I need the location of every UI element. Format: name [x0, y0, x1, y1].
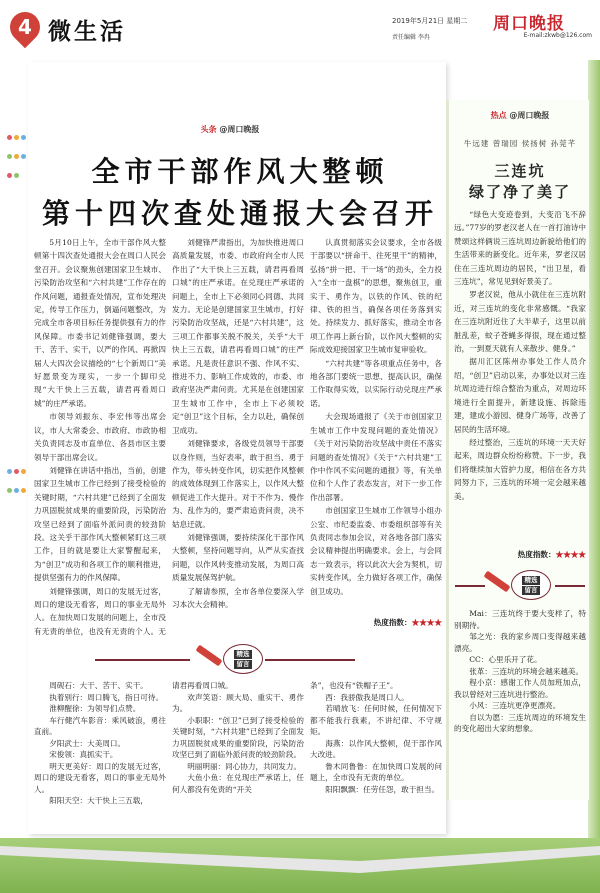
- comments-column-3: 条”，也没有“铁帽子王”。 西：我骄傲我是周口人。 若晴放飞：任何时候，任何情况下都不能我行我素，不讲纪律、不守规矩。 海燕：以作风大整顿，促干部作风大改进。 鲁木同鲁鲁：在加快周口发展的问题上，全市没有无责的单位。 阳阳飘飘：任劳任怨，敢于担当。: [310, 681, 442, 794]
- newspaper-logo: 周口晚报: [493, 14, 565, 34]
- article-kicker: 头条 @周口晚报: [200, 125, 260, 134]
- issue-date: 2019年5月21日 星期二: [392, 17, 468, 25]
- article-column-2: 刘健锋严肃指出，为加快推进周口高质量发展，市委、市政府向全市人民作出了“大干快上三五载，请君再看周口城”的庄严承诺。在兑现庄严承诺的问题上，全市上下必须同心同德、共同发力。无论是创建国家卫生城市，打好污染防治攻坚战，还是“六村共建”，这三项工作都事关脱不脱关，关乎“大干快上三五载，请君再看周口城”的庄严承诺。凡是责任意识不强、作风不实、推进不力、影响工作成效的，市委、市政府坚决严肃问责。尤其是在创建国家卫生城市工作中，全市上下必须咬定“创卫”这个目标，全力以赴，确保创卫成功。 刘健锋要求，各级党员领导干部要以身作则，当好表率，敢于担当、勇于作为，带头转变作风，切实把作风整顿的成效体现到工作落实上，以作风大整顿促进工作大提升。对于不作为、慢作为、乱作为的，要严肃追责问责，决不姑息迁就。 刘健锋强调，要持续深化干部作风大整顿，坚持问题导向，从严从实查找问题，以作风转变推动发展，为周口高质量发展保驾护航。 了解请参照，全市各单位要深入学习本次大会精神。: [172, 238, 304, 609]
- featured-comments-badge: [95, 644, 355, 674]
- comments-column-2: 请君再看周口城。 欢声笑语：顾大局、重实干、勇作为。 小职职：“创卫”已到了接受检验的关键时刻，“六村共建”已经到了全面发力巩固脱贫成果的重要阶段，污染防治攻坚已到了面临外派问责的较劲阶段。 明丽明丽：同心协力，共同发力。 大鱼小鱼：在兑现庄严承诺上，任何人都没有免责的“开关: [172, 681, 304, 794]
- heart-icon: 精选 留言: [223, 644, 263, 674]
- sidebar-kicker: 热点 @周口晚报: [490, 111, 550, 120]
- sidebar-comments: Mai：三连坑终于要大变样了，特别期待。 邹之光：我的家乡周口变得越来越漂亮。 CC：心里乐开了花。 张革：三连坑的环境会越来越美。 程小京：感谢工作人员加班加点，我以曾经对三连坑进行整治。 小风：三连坑更净更漂亮。 自以为愿：三连坑周边的环境发生的变化超出大家的想象。: [454, 609, 586, 733]
- sidebar-heat-index: 热度指数：★★★★: [517, 550, 586, 559]
- heart-icon: 精选 留言: [511, 570, 551, 600]
- pencil-icon: [196, 645, 223, 667]
- sidebar-title-line1: 三连坑: [494, 162, 546, 180]
- heat-index: 热度指数：★★★★: [373, 618, 442, 627]
- headline-line2: 第十四次查处通报大会召开: [41, 197, 438, 230]
- page-number-badge: 4: [4, 6, 46, 48]
- sidebar-body: “绿色大变迹卷到，大变沿飞不辞远。”77岁的罗老汉老人在一首打油诗中赞颂这样俩说三连坑周边新貌给他们的生活带来的新变化。近年来，罗老汉居住在三连坑周边的居民，“出卫星，看三连坑”，常见见到好景美了。 罗老汉说，他从小就住在三连坑附近，对三连坑的变化非常感慨。“我家在三连坑附近住了大半辈子，这里以前脏乱差，蚊子苍蝇多得很，现在通过整治，一到夏天就有人来散步、健身。” 据川汇区陈州办事处工作人员介绍，“创卫”启动以来，办事处以对三连坑周边进行综合整治为重点，对周边环境进行全面提升，新建设施、拆除违建，建成小游园、健身广场等，改善了居民的生活环境。 经过整治，三连坑的环境一天天好起来，周边群众纷纷称赞。下一步，我们将继续加大管护力度，相信在各方共同努力下，三连坑的环境一定会越来越美。: [454, 210, 586, 501]
- comments-column-1: 周砚石：大干、苦干、实干。 执着别行：周口腾飞，指日可待。 淮柳醒徐：为领导们点赞。 车行健汽车影音：乘风破浪，勇往直前。 夕阳武士：大美周口。 宋俊领：真抓实干。 明天更美好：周口的发展无过客，周口的建设无看客，周口的事业无局外人。 阳阳天空：大干快上三五载，: [34, 681, 166, 805]
- headline-line1: 全市干部作风大整顿: [91, 155, 389, 188]
- article-column-3: 认真贯彻落实会议要求，全市各级干部要以“拼命干、往死里干”的精神，弘扬“拼一把、干一场”的劲头，全力投入“全市一盘棋”的思想，聚焦创卫，重实干、勇作为，以铁的作风、铁的纪律、铁的担当，确保各项任务落到实处。持续发力、抓好落实，推动全市各项工作再上新台阶，以作风大整顿的实际成效迎接国家卫生城市复审验收。 “六村共建”等各项重点任务中，各地各部门要统一思想、提高认识，确保工作取得实效，以实际行动兑现庄严承诺。 大会现场通报了《关于市创国家卫生城市工作中发现问题的查处情况》《关于对污染防治攻坚战中责任不落实问题的查处情况》《关于“六村共建”工作中作风不实问题的通报》等，有关单位和个人作了表态发言，对下一步工作作出部署。 市创国家卫生城市工作领导小组办公室、市纪委监委、市委组织部等有关负责同志参加会议，对各地各部门落实会议精神提出明确要求。会上，与会同志一致表示，将以此次大会为契机，切实转变作风，全力做好各项工作，确保创卫成功。: [310, 238, 442, 596]
- article-column-1: 5月10日上午，全市干部作风大整顿第十四次查处通报大会在周口人民会堂召开。会议聚焦创建国家卫生城市、污染防治攻坚和“六村共建”工作存在的作风问题，通报查处情况，宣布处理决定，传导工作压力，倒逼问题整改，为完成全市各项目标任务提供强有力的作风保障。市委书记刘健锋强调，要大干、苦干、实干，以严的作风、再掀四届人大四次会议描绘的“七个新周口”美好愿景变为现实，一步一个脚印兑现“大干快上三五载，请君再看周口城”的庄严承诺。 市领导刘振东、李宏伟等出席会议，市人大常委会、市政府、市政协相关负责同志及市直单位、各县市区主要领导干部出席会议。 刘健锋在讲话中指出，当前，创建国家卫生城市工作已经到了接受检验的关键时期，“六村共建”已经到了全面发力巩固脱贫成果的重要阶段，污染防治攻坚已经到了面临外派问责的较劲阶段。这关乎干部作风大整顿紧盯这三项工作，目的就是要让大家警醒起来，为“创卫”成功和各项工作的顺利推进，提供坚强有力的作风保障。 刘健锋强调，周口的发展无过客，周口的建设无看客，周口的事业无局外人。在加快周口发展的问题上，全市没有无责的单位，也没有无责的个人。无: [34, 238, 166, 636]
- decorative-dots: [6, 460, 28, 498]
- sidebar-comments-badge: [455, 570, 585, 600]
- sidebar-byline: 牛远建 曾瑞园 侯扬树 孙莞芊: [463, 139, 577, 148]
- decorative-green-edge: [588, 60, 600, 840]
- editor-line: 责任编辑 李冉 E-mail:zkwb@126.com: [392, 32, 592, 41]
- decorative-dots: [6, 126, 28, 183]
- section-title: 微生活: [48, 18, 126, 45]
- sidebar-title-line2: 绿了净了美了: [468, 183, 571, 201]
- pencil-icon: [484, 571, 511, 593]
